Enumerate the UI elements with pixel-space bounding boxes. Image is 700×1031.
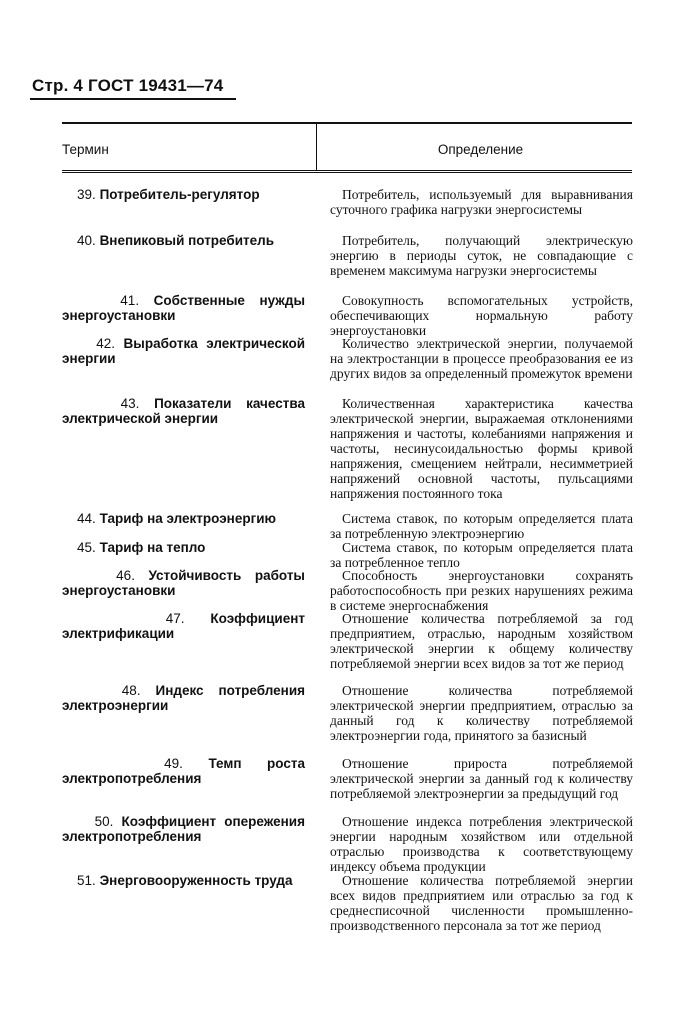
term-cell: [62, 814, 305, 844]
term-text: Потребитель-регулятор: [99, 187, 260, 202]
term-text: Коэффициент опережения электропотребления: [62, 814, 305, 844]
column-header-term: Термин: [62, 142, 109, 157]
term-text: Показатели качества электрической энергии: [62, 396, 305, 426]
term-cell: [62, 611, 305, 641]
term-cell: [62, 293, 305, 323]
term-text: Внепиковый потребитель: [99, 233, 275, 248]
term-cell: [62, 233, 305, 248]
term-cell: [62, 511, 305, 526]
term-text: Тариф на электроэнергию: [99, 511, 277, 526]
term-number: 39.: [77, 187, 96, 202]
column-header-definition: Определение: [437, 142, 524, 157]
definition-cell: Способность энергоустановки сохранять работоспособность при резких нарушениях режима в системе энергоснабжения: [330, 568, 633, 613]
term-cell: [62, 568, 305, 598]
table-top-rule: [62, 122, 632, 124]
term-number: 41.: [120, 293, 140, 308]
term-number: 47.: [165, 611, 185, 626]
term-text: Выработка электрической энергии: [62, 336, 305, 366]
definition-cell: Потребитель, используемый для выравнивания суточного графика нагрузки энергосистемы: [330, 187, 633, 217]
definition-cell: Отношение индекса потребления электрической энергии народным хозяйством или отдельной отраслью производства к соответствующему индексу объема продукции: [330, 814, 633, 874]
term-text: Темп роста электропотребления: [62, 756, 305, 786]
term-text: Коэффициент электрификации: [62, 611, 305, 641]
definition-cell: Отношение количества потребляемой энергии всех видов предприятием или отраслью за год к среднесписочной численности промышленно-производственного персонала за тот же период: [330, 873, 633, 933]
term-cell: [62, 540, 305, 555]
term-number: 44.: [77, 511, 96, 526]
definition-cell: Совокупность вспомогательных устройств, обеспечивающих нормальную работу энергоустановки: [330, 293, 633, 338]
term-number: 49.: [164, 756, 183, 771]
definition-cell: Количество электрической энергии, получаемой на электростанции в процессе преобразования ее из других видов за определенный промежуток времени: [330, 336, 633, 381]
term-number: 46.: [116, 568, 135, 583]
term-cell: [62, 873, 305, 888]
term-text: Энерговооруженность труда: [99, 873, 293, 888]
definition-cell: Система ставок, по которым определяется плата за потребленную электроэнергию: [330, 511, 633, 541]
header-rule: [30, 98, 236, 100]
term-cell: [62, 187, 305, 202]
term-cell: [62, 756, 305, 786]
term-number: 48.: [121, 683, 141, 698]
term-number: 50.: [94, 814, 114, 829]
term-number: 51.: [77, 873, 96, 888]
definition-cell: Потребитель, получающий электрическую энергию в периоды суток, не совпадающие с временем максимума нагрузки энергосистемы: [330, 233, 633, 278]
term-cell: [62, 336, 305, 366]
page-title: Стр. 4 ГОСТ 19431—74: [32, 76, 224, 95]
term-cell: [62, 683, 305, 713]
definition-cell: Отношение количества потребляемой за год предприятием, отраслью, народным хозяйством электрической энергии к общему количеству потребляемой энергии всех видов за тот же период: [330, 611, 633, 671]
definition-cell: Система ставок, по которым определяется плата за потребленное тепло: [330, 540, 633, 570]
term-text: Устойчивость работы энергоустановки: [62, 568, 305, 598]
term-number: 40.: [77, 233, 96, 248]
definition-cell: Количественная характеристика качества электрической энергии, выражаемая отклонениями напряжения и частоты, колебаниями напряжения и частоты, несинусоидальностью формы кривой напряжения, смещением нейтрали, несимметрией напряжений основной частоты, пульсациями напряжения постоянного тока: [330, 396, 633, 501]
definition-cell: Отношение прироста потребляемой электрической энергии за данный год к количеству потребляемой электроэнергии за предыдущий год: [330, 756, 633, 801]
term-cell: [62, 396, 305, 426]
term-text: Индекс потребления электроэнергии: [62, 683, 305, 713]
term-text: Тариф на тепло: [99, 540, 206, 555]
term-text: Собственные нужды энергоустановки: [62, 293, 305, 323]
term-number: 43.: [120, 396, 140, 411]
table-header-rule: [62, 170, 632, 173]
term-number: 45.: [77, 540, 96, 555]
term-number: 42.: [96, 336, 115, 351]
definition-cell: Отношение количества потребляемой электрической энергии предприятием, отраслью за данный год к количеству потребляемой электроэнергии года, принятого за базисный: [330, 683, 633, 743]
